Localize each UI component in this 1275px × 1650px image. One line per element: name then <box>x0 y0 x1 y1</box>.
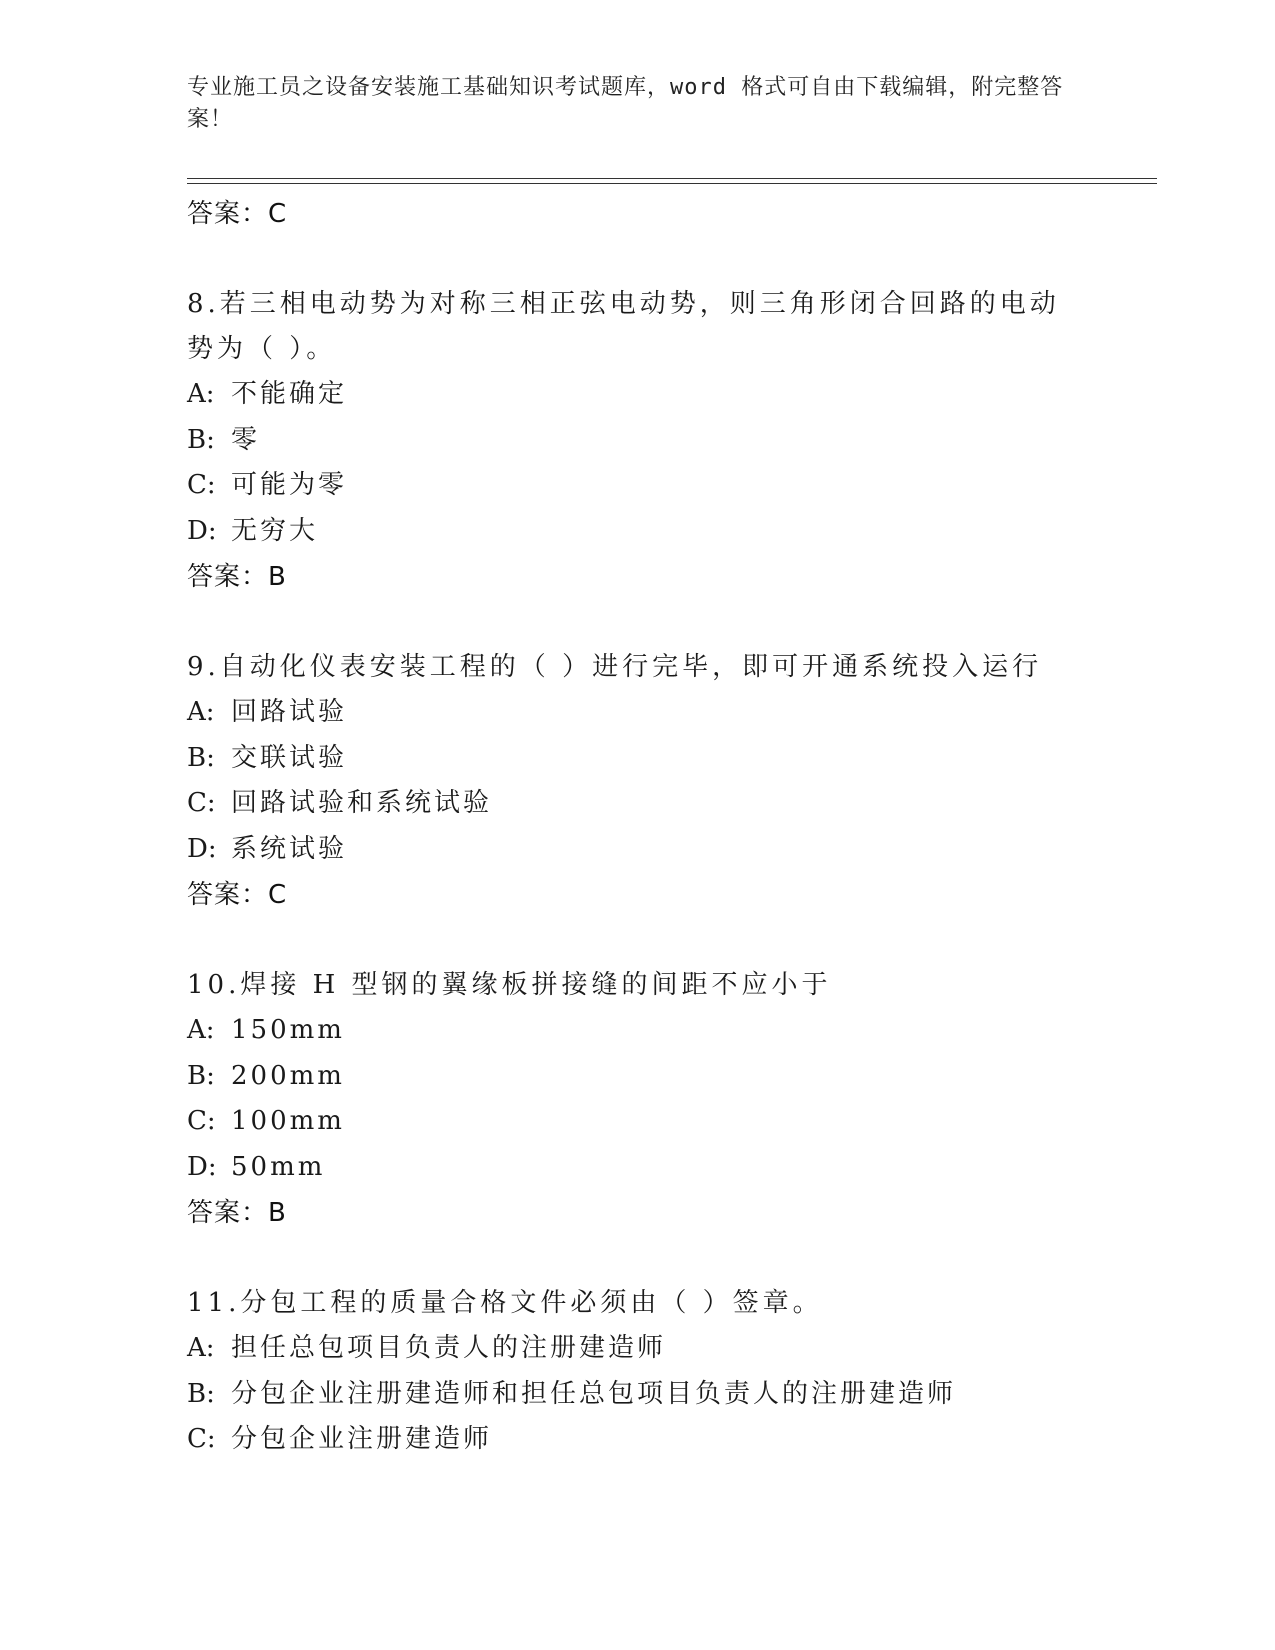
option-a <box>187 1008 1087 1054</box>
option-text: 零 <box>231 424 261 455</box>
option-c <box>187 781 1087 827</box>
option-key: C: <box>187 1106 216 1136</box>
option-text: 回路试验和系统试验 <box>231 788 493 818</box>
option-text: 担任总包项目负责人的注册建造师 <box>231 1333 667 1363</box>
option-key: A: <box>187 379 215 409</box>
question-text: 9.自动化仪表安装工程的（ ）进行完毕，即可开通系统投入运行 <box>187 652 1043 682</box>
option-key: C: <box>187 1424 216 1454</box>
answer-line: 答案：C <box>187 199 288 229</box>
option-text: 交联试验 <box>231 742 348 773</box>
question-text: 8.若三相电动势为对称三相正弦电动势，则三角形闭合回路的电动势为（ ）。 <box>187 289 1060 364</box>
option-d <box>187 509 1087 555</box>
question-block-8 <box>187 282 1087 600</box>
option-key: C: <box>187 470 216 500</box>
option-b <box>187 418 1087 464</box>
option-key: B: <box>187 424 215 455</box>
option-key: A: <box>187 1015 215 1045</box>
option-text: 150mm <box>231 1015 345 1045</box>
option-key: D: <box>187 833 217 864</box>
option-b <box>187 1054 1087 1100</box>
header-divider-top <box>187 178 1157 179</box>
option-key: B: <box>187 1060 215 1091</box>
header-divider-bottom <box>187 183 1157 184</box>
question-list <box>187 191 1087 1463</box>
option-text: 无穷大 <box>231 515 319 546</box>
question-text: 11.分包工程的质量合格文件必须由（ ）签章。 <box>187 1288 823 1318</box>
option-c <box>187 463 1087 509</box>
option-b <box>187 736 1087 782</box>
option-text: 50mm <box>231 1151 326 1182</box>
option-text: 可能为零 <box>231 470 348 500</box>
option-key: A: <box>187 1333 215 1363</box>
option-text: 回路试验 <box>231 697 348 727</box>
answer-line: 答案：B <box>187 1198 287 1228</box>
question-block-11 <box>187 1281 1087 1463</box>
option-key: D: <box>187 1151 217 1182</box>
option-c <box>187 1099 1087 1145</box>
option-a <box>187 372 1087 418</box>
option-a <box>187 690 1087 736</box>
question-block-9 <box>187 645 1087 918</box>
answer-line: 答案：B <box>187 562 287 592</box>
option-key: A: <box>187 697 215 727</box>
option-key: D: <box>187 515 217 546</box>
option-d <box>187 1145 1087 1191</box>
option-a <box>187 1326 1087 1372</box>
question-text: 10.焊接 H 型钢的翼缘板拼接缝的间距不应小于 <box>187 970 832 1000</box>
option-b <box>187 1372 1087 1418</box>
option-key: B: <box>187 1378 215 1409</box>
option-key: B: <box>187 742 215 773</box>
option-c <box>187 1417 1087 1463</box>
option-text: 分包企业注册建造师 <box>231 1424 493 1454</box>
option-text: 系统试验 <box>231 833 348 864</box>
option-text: 不能确定 <box>231 379 348 409</box>
option-text: 分包企业注册建造师和担任总包项目负责人的注册建造师 <box>231 1378 957 1409</box>
option-key: C: <box>187 788 216 818</box>
question-block-10 <box>187 963 1087 1236</box>
option-d <box>187 827 1087 873</box>
answer-line: 答案：C <box>187 880 288 910</box>
option-text: 100mm <box>231 1106 345 1136</box>
document-header: 专业施工员之设备安装施工基础知识考试题库，word 格式可自由下载编辑，附完整答案！ <box>187 75 1064 132</box>
option-text: 200mm <box>231 1060 345 1091</box>
